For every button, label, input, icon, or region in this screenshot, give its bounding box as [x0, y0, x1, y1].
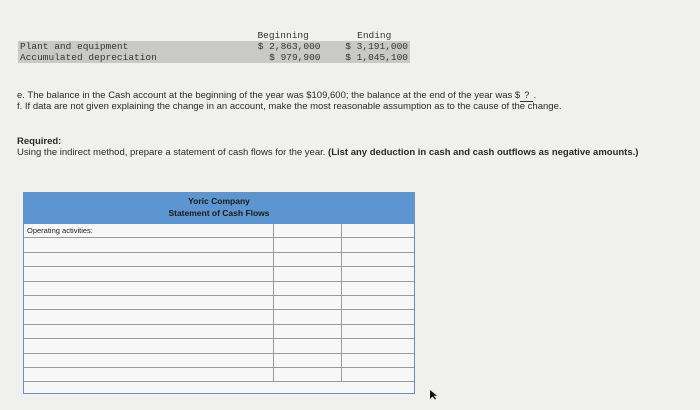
table-row	[24, 224, 414, 238]
line-item-input[interactable]	[24, 368, 274, 381]
asset-balances-table	[18, 30, 410, 63]
line-item-input[interactable]	[24, 339, 274, 352]
required-text: Using the indirect method, prepare a statement of cash flows for the year.	[17, 147, 326, 158]
table-row	[24, 253, 414, 267]
answer-blank[interactable]: ?	[520, 90, 533, 102]
question-e-text: e. The balance in the Cash account at the beginning of the year was $109,600; the balance at the end of the year was $	[17, 90, 521, 101]
table-row	[24, 282, 414, 296]
ending-header: Ending	[357, 30, 392, 41]
line-item-input[interactable]	[24, 238, 274, 251]
company-name: Yoric Company	[188, 196, 250, 206]
asset-ending-value: $ 3,191,000	[322, 41, 410, 52]
amount-cell[interactable]	[274, 368, 342, 381]
total-cell[interactable]	[342, 253, 414, 266]
table-row	[24, 339, 414, 353]
question-f: f. If data are not given explaining the change in an account, make the most reasonable assumption as to the cause of the change.	[17, 101, 562, 112]
line-item-input[interactable]	[24, 296, 274, 309]
mouse-cursor-icon	[430, 390, 438, 400]
asset-beginning-value: $ 2,863,000	[230, 41, 323, 52]
table-row	[24, 368, 414, 382]
total-cell[interactable]	[342, 238, 414, 251]
cash-flow-statement	[23, 192, 415, 394]
line-item-input[interactable]	[24, 310, 274, 323]
asset-ending-value: $ 1,045,100	[322, 52, 410, 63]
amount-cell[interactable]	[274, 282, 342, 295]
amount-cell[interactable]	[274, 325, 342, 338]
line-item-input[interactable]	[24, 267, 274, 280]
total-cell[interactable]	[342, 296, 414, 309]
total-cell[interactable]	[342, 282, 414, 295]
total-cell[interactable]	[342, 267, 414, 280]
table-row	[24, 267, 414, 281]
amount-cell[interactable]	[274, 224, 342, 237]
operating-activities-label: Operating activities:	[24, 224, 274, 237]
asset-label: Plant and equipment	[18, 41, 230, 52]
statement-rows	[24, 224, 414, 382]
question-e	[17, 90, 536, 101]
amount-cell[interactable]	[274, 310, 342, 323]
asset-label: Accumulated depreciation	[18, 52, 230, 63]
amount-cell[interactable]	[274, 339, 342, 352]
statement-header	[24, 193, 414, 224]
table-row	[24, 310, 414, 324]
line-item-input[interactable]	[24, 253, 274, 266]
amount-cell[interactable]	[274, 296, 342, 309]
table-row	[24, 238, 414, 252]
line-item-input[interactable]	[24, 354, 274, 367]
amount-cell[interactable]	[274, 238, 342, 251]
table-row	[24, 325, 414, 339]
total-cell[interactable]	[342, 368, 414, 381]
question-e-end: .	[533, 90, 537, 101]
table-row	[24, 354, 414, 368]
asset-row	[18, 52, 410, 63]
required-bold-note: (List any deduction in cash and cash outflows as negative amounts.)	[328, 147, 639, 158]
total-cell[interactable]	[342, 325, 414, 338]
line-item-input[interactable]	[24, 325, 274, 338]
amount-cell[interactable]	[274, 354, 342, 367]
total-cell[interactable]	[342, 310, 414, 323]
beginning-header: Beginning	[257, 30, 309, 41]
amount-cell[interactable]	[274, 253, 342, 266]
total-cell[interactable]	[342, 339, 414, 352]
required-heading: Required:	[17, 136, 62, 147]
amount-cell[interactable]	[274, 267, 342, 280]
asset-beginning-value: $ 979,900	[230, 52, 323, 63]
line-item-input[interactable]	[24, 282, 274, 295]
total-cell[interactable]	[342, 354, 414, 367]
total-cell[interactable]	[342, 224, 414, 237]
asset-row	[18, 41, 410, 52]
required-instructions	[17, 147, 689, 158]
statement-title: Statement of Cash Flows	[168, 208, 270, 218]
table-row	[24, 296, 414, 310]
